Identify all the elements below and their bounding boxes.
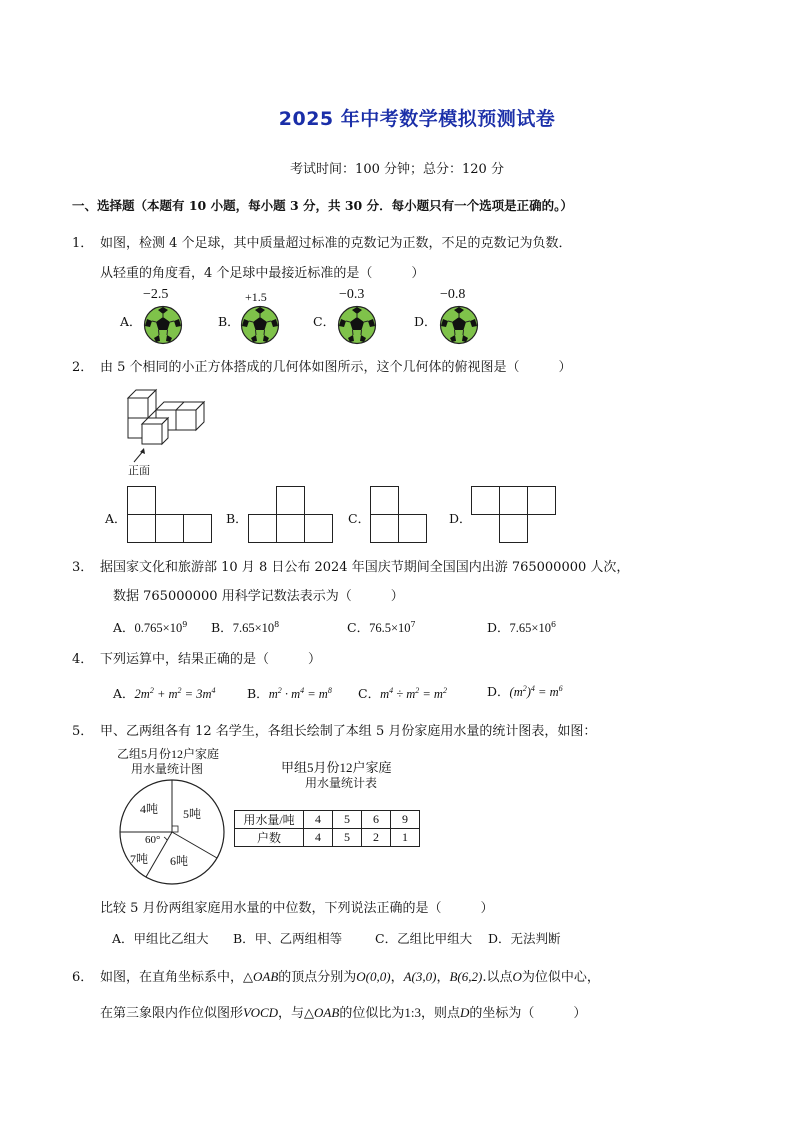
text-run: ，与△ [278,1006,315,1021]
option-value: −0.8 [440,287,466,302]
top-view-c [370,486,428,543]
math-expression: OAB [314,1005,340,1020]
math-expression: O [512,969,522,984]
math-expression: A(3,0) [403,969,437,984]
option-d[interactable]: D．无法判断 [488,931,561,946]
question-text: 比较 5 月份两组家庭用水量的中位数，下列说法正确的是（ ） [100,901,494,916]
option-b[interactable]: B．甲、乙两组相等 [233,931,343,946]
option-d[interactable] [487,618,556,636]
math-expression: $m^4 \div m^2 = m^2$ [380,685,447,701]
table-cell: 5 [333,811,362,829]
top-view-b [248,486,334,543]
soccer-ball-icon [439,305,479,345]
pie-label: 7吨 [130,852,149,866]
option-a[interactable]: A．甲组比乙组大 [112,931,209,946]
cube-solid-figure [124,386,208,450]
question-text: 从轻重的角度看，4 个足球中最接近标准的是（ ） [100,266,425,281]
table-row [235,829,420,847]
option-value: −0.3 [339,287,365,302]
option-b[interactable] [211,618,279,636]
section-heading: 一、选择题（本题有 10 小题，每小题 3 分，共 30 分．每小题只有一个选项是正确的。） [72,198,573,213]
option-letter: A． [113,620,135,635]
table-title: 甲组5月份12户家庭 [281,760,392,775]
option-value: −2.5 [143,287,169,302]
pie-label: 6吨 [170,854,189,868]
option-base: 0.765×10 [134,621,183,635]
text-run: ，则点 [420,1006,460,1021]
option-letter[interactable]: D． [414,314,437,329]
question-text: 甲、乙两组各有 12 名学生，各组长绘制了本组 5 月份家庭用水量的统计图表，如图： [100,724,597,739]
text-run: 的位似比为 [339,1006,405,1021]
option-letter: A． [113,686,135,701]
pie-title: 乙组5月份12户家庭 [117,747,220,761]
option-base: 7.65×10 [232,621,275,635]
table-cell: 4 [304,811,333,829]
table-cell: 1 [391,829,420,847]
math-expression: $m^2 \cdot m^4 = m^8$ [268,685,332,701]
text-run: 为位似中心， [521,970,600,985]
pie-label: 4吨 [140,802,159,816]
text-run: 的顶点分别为 [278,970,357,985]
question-text: 据国家文化和旅游部 10 月 8 日公布 2024 年国庆节期间全国国内出游 765000000 人次， [100,560,630,575]
option-a[interactable] [113,618,187,636]
option-letter[interactable]: C． [313,314,336,329]
option-exponent: 9 [182,619,188,629]
option-letter[interactable]: B． [226,511,248,526]
table-header-row [235,811,420,829]
top-view-a [127,486,213,543]
table-cell: 2 [362,829,391,847]
question-number: 6． [72,970,94,985]
table-cell: 6 [362,811,391,829]
pie-chart [117,777,227,887]
text-run: 如图，在直角坐标系中，△ [100,970,253,985]
page-title: 2025 年中考数学模拟预测试卷 [278,108,556,130]
text-run: 的坐标为（ ） [469,1006,587,1021]
option-letter[interactable]: B． [218,314,240,329]
option-c[interactable] [347,618,416,636]
math-expression: $2m^2 + m^2 = 3m^4$ [134,685,216,701]
option-exponent: 7 [410,619,416,629]
option-letter: D． [487,684,510,699]
text-run: 在第三象限内作位似图形 [100,1006,244,1021]
option-exponent: 8 [274,619,280,629]
top-view-d [471,486,557,543]
option-exponent: 6 [550,619,557,629]
option-letter[interactable]: A． [120,314,142,329]
option-base: 7.65×10 [509,621,551,635]
pie-label: 5吨 [183,807,202,821]
math-expression: B(6,2) [449,969,483,984]
math-expression: OAB [253,969,279,984]
math-expression: 1:3 [404,1005,421,1020]
option-c[interactable]: C．乙组比甲组大 [375,931,473,946]
table-cell: 4 [304,829,333,847]
option-value: +1.5 [245,290,267,304]
option-letter[interactable]: C． [348,511,371,526]
option-letter: C． [347,620,370,635]
table-cell: 用水量/吨 [235,811,304,829]
math-expression: O(0,0) [356,969,391,984]
option-a[interactable] [113,684,216,702]
option-b[interactable] [247,684,332,702]
option-base: 76.5×10 [369,621,411,635]
option-letter: C． [358,686,381,701]
question-text: 如图，在直角坐标系中，△OAB的顶点分别为O(0,0)，A(3,0)，B(6,2).以点O为位似中心， [100,969,600,985]
option-letter: B． [211,620,233,635]
soccer-ball-icon [337,305,377,345]
water-usage-table [234,810,420,847]
table-cell: 户数 [235,829,304,847]
question-text: 数据 765000000 用科学记数法表示为（ ） [113,589,404,604]
option-d[interactable] [487,682,563,700]
question-number: 4． [72,652,94,667]
pie-label: 60° [145,834,161,846]
text-run: 以点 [486,970,513,985]
question-number: 2． [72,360,94,375]
math-expression: $(m^2)^4 = m^6$ [509,683,563,699]
question-number: 5． [72,724,94,739]
math-expression: D [459,1005,470,1020]
soccer-ball-icon [240,305,280,345]
option-letter[interactable]: A． [105,511,127,526]
soccer-ball-icon [143,305,183,345]
question-number: 3． [72,560,94,575]
front-label: 正面 [128,464,150,477]
question-text: 下列运算中，结果正确的是（ ） [100,652,322,667]
question-text: 如图，检测 4 个足球，其中质量超过标准的克数记为正数，不足的克数记为负数． [100,236,572,251]
option-letter[interactable]: D． [449,511,472,526]
exam-info: 考试时间：100 分钟；总分：120 分 [290,162,504,177]
option-letter: D． [487,620,510,635]
pie-title: 用水量统计图 [131,762,204,776]
math-expression: VOCD [243,1005,279,1020]
option-letter: B． [247,686,269,701]
question-number: 1． [72,236,94,251]
question-text [100,1002,586,1021]
option-c[interactable] [358,684,447,702]
table-title: 用水量统计表 [305,776,378,790]
question-text: 由 5 个相同的小正方体搭成的几何体如图所示，这个几何体的俯视图是（ ） [100,360,572,375]
table-cell: 9 [391,811,420,829]
table-cell: 5 [333,829,362,847]
